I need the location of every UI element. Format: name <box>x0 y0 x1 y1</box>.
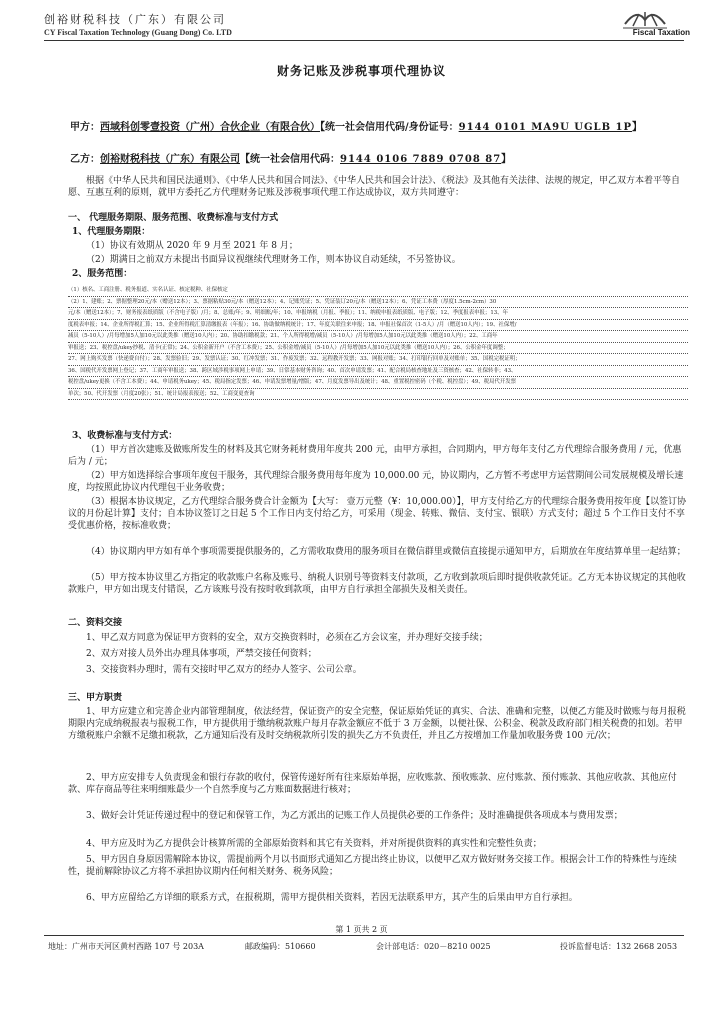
company-name-en: CY Fiscal Taxation Technology (Guang Dong) Co. LTD <box>44 28 232 37</box>
logo-caption: Fiscal Taxation <box>632 28 690 37</box>
service-period-item-1: （1）协议有效期从 2020 年 9 月至 2021 年 8 月； <box>86 241 298 251</box>
party-a <box>70 118 642 133</box>
scope-line: 度税表申报；14、企业所得税汇算；15、企业所得税汇算清缴报表（年报）；16、协助做纳税统计；17、年度关联往来申报；18、申报社保首次（1-5人）/月（赠送10人内）；19、社保增/ <box>68 320 688 332</box>
scope-line: 27、网上购买发票（快递费自付）；28、发票验旧；29、发票认证；30、红冲发票；31、作废发票；32、远程教开发票；33、网报对账；34、打印银行回单及对账单；35、国税完税证明； <box>68 354 688 366</box>
service-scope-heading: 2、服务范围： <box>72 269 133 279</box>
service-scope-list <box>68 285 688 400</box>
scope-line: 税控盘/ukey更换（不含工本费）；44、申请税务ukey；45、税局指定发票；46、申请发票增量/增版；47、月度发票导出及统计；48、重置税控密码（个税、税控盘）；49、税局代开发票 <box>68 377 688 389</box>
scope-line: （1）核名、工商注册、税务报道、实名认证、核定税种、社保核定 <box>68 285 688 297</box>
section-2-heading: 二、资料交接 <box>68 618 123 628</box>
party-b <box>70 150 511 165</box>
fee-item-3: （3）根据本协议规定，乙方代理综合服务费合计金额为【大写： 壹万元整（¥：10,000.00）】，甲方支付给乙方的代理综合服务费用按年度【以签订协议的月份起计算】支付；自本协议签订之日起 5 个工作日内支付给乙方，可采用（现金、转账、微信、支付宝、银联）方式支付；超过 5 个工作日支付不享受优惠价格，按标准收费； <box>68 497 687 531</box>
duty-item-1: 1、甲方应建立和完善企业内部管理制度，依法经营，保证资产的安全完整，保证原始凭证的真实、合法、准确和完整，以便乙方能及时做账与每月报税期限内完成纳税报表与报税工作，甲方提供用于缴纳税款账户每月存款金额应不低于 3 万金额，以便社保、公积金、税款及政府部门相关税费的扣划。若甲方缴税账户余额不足缴扣税款，乙方通知后没有及时交纳税款所引发的损失乙方不负责任，并且乙方按增加工作量加收服务费 100 元/次； <box>68 707 686 741</box>
service-period-heading: 1、代理服务期限： <box>72 227 151 237</box>
party-a-name: 西域科创零壹投资（广州）合伙企业（有限合伙） <box>100 122 320 133</box>
service-period-item-2: （2）期满日之前双方未提出书面异议视继续代理财务工作，则本协议自动延续，不另签协议。 <box>86 255 461 265</box>
page-number: 第 1 页共 2 页 <box>335 925 388 934</box>
party-b-label: 乙方： <box>70 154 100 165</box>
party-b-close: 】 <box>501 154 512 165</box>
party-b-name: 创裕财税科技（广东）有限公司 <box>100 154 240 165</box>
party-a-code: 9144 0101 MA9U UGLB 1P <box>458 122 632 133</box>
section-1-heading: 一、 代理服务期限、服务范围、收费标准与支付方式 <box>68 213 279 223</box>
intro-paragraph: 根据《中华人民共和国民法通则》、《中华人民共和国合同法》、《中华人民共和国会计法》、《税法》及其他有关法律、法规的规定，甲乙双方本着平等自愿、互惠互利的原则，就甲方委托乙方代理财务记账及涉税事项代理工作达成协议，双方共同遵守： <box>68 176 681 198</box>
footer-postcode: 邮政编码：510660 <box>245 942 316 951</box>
header-divider <box>44 40 684 41</box>
footer-phone: 会计部电话：020－8210 0025 <box>376 942 491 951</box>
footer-divider <box>44 935 684 936</box>
duty-item-4: 4、甲方应及时为乙方提供会计核算所需的全部原始资料和其它有关资料，并对所提供资料的真实性和完整性负责； <box>86 839 542 849</box>
scope-line: 元/本（赠送12本）；7、财务报表纸质版（不含电子版）/月；8、总账/年；9、明细账/年；10、申报纳税（月报、季报）；11、纳税申报表纸质版、电子版；12、季度报表申报；13、年 <box>68 308 688 320</box>
fee-item-4: （4）协议期内甲方如有单个事项需要提供服务的，乙方需收取费用的服务项目在微信群里或微信直接提示通知甲方，后期放在年度结算单里一起结算； <box>86 547 686 557</box>
handover-item-1: 1、甲乙双方同意为保证甲方资料的安全，双方交换资料时，必须在乙方会议室，并办理好交接手续； <box>86 633 488 643</box>
handover-item-2: 2、双方对接人员外出办理具体事项，严禁交接任何资料； <box>86 649 317 659</box>
fee-item-2: （2）甲方如选择综合事项年度包干服务，其代理综合服务费用每年度为 10,000.00 元，协议期内，乙方暂不考虑甲方运营期间公司发展规模及增长速度，均按照此协议内代理包干业务收费； <box>68 471 684 493</box>
section-3-heading: 三、甲方职责 <box>68 693 123 703</box>
duty-item-2: 2、甲方应安排专人负责现金和银行存款的收付，保管传递好所有往来原始单据，应收账款、预收账款、应付账款、预付账款、其他应收款、其他应付款、库存商品等往来明细账最少一个自然季度与乙方账面数据进行核对； <box>68 773 677 795</box>
handover-item-3: 3、交接资料办理时，需有交接时甲乙双方的经办人签字、公司公章。 <box>86 665 362 675</box>
fee-item-5: （5）甲方按本协议里乙方指定的收款账户名称及账号、纳税人识别号等资料支付款项，乙方收到款项后即时提供收款凭证。乙方无本协议规定的其他收款账户，甲方如出现支付错误，乙方该账号没有按时收到款项，由甲方自行承担全部损失及相关责任。 <box>68 573 686 595</box>
duty-item-6: 6、甲方应留给乙方详细的联系方式，在报税期，需甲方提供相关资料，若因无法联系甲方，其产生的后果由甲方自行承担。 <box>86 893 578 903</box>
scope-line: 单次；50、代开发票（月度20张）；51、统计局报表报送；52、工商变更查询 <box>68 389 688 401</box>
party-a-label: 甲方： <box>70 122 100 133</box>
fee-item-1: （1）甲方首次建账及做账所发生的材料及其它财务耗材费用年度共 200 元，由甲方承担，合同期内，甲方每年支付乙方代理综合服务费用 / 元，优惠后为 / 元； <box>68 445 682 467</box>
duty-item-5: 5、甲方因自身原因需解除本协议，需提前两个月以书面形式通知乙方提出终止协议，以便甲乙双方做好财务交接工作。根据会计工作的特殊性与连续性，提前解除协议乙方将不承担协议期内任何相关财务、税务风险； <box>68 855 677 877</box>
scope-line: 审报送；23、税控盘/ukey抄税、清卡(正常)；24、公积金新开户（不含工本费）；25、公积金增/减员（5-10人）/月每增加5人加10元以此类推（赠送10人内）；26、公积金年度调整； <box>68 343 688 355</box>
party-b-code: 9144 0106 7889 0708 87 <box>340 154 502 165</box>
scope-line: 36、国税代开发票网上登记；37、工商年审报送；38、跨区域涉税事项网上申请；39、日常基本财务咨询；40、首次申请发票；41、配合税局核查地址及三资核查；42、社保转非；43、 <box>68 366 688 378</box>
party-a-code-label: 【统一社会信用代码/身份证号： <box>320 122 459 133</box>
footer-complaint: 投诉监督电话：132 2668 2053 <box>560 942 678 951</box>
scope-line: （2）1、建账；2、票据整理20元/本（赠送12本）；3、票据粘贴30元/本（赠送12本）；4、记账凭证；5、凭证装订20元/本（赠送12本）；6、凭证工本费（厚度1.5cm-2cm）30 <box>68 297 688 309</box>
party-b-code-label: 【统一社会信用代码： <box>240 154 340 165</box>
document-title: 财务记账及涉税事项代理协议 <box>276 64 446 78</box>
scope-line: 减员（5-10人）/月每增加5人加10元以此类推（赠送10人内）；20、协助扣缴税款；21、个人所得税增/减员（5-10人）/月每增加5人加10元以此类推（赠送10人内）；22、工商年 <box>68 331 688 343</box>
footer-address: 地址：广州市天河区黄村西路 107 号 203A <box>48 942 204 951</box>
fee-heading: 3、收费标准与支付方式： <box>72 431 178 441</box>
duty-item-3: 3、做好会计凭证传递过程中的登记和保管工作，为乙方派出的记账工作人员提供必要的工作条件；及时准确提供各项成本与费用发票； <box>86 811 623 821</box>
company-name-cn: 创裕财税科技（广东）有限公司 <box>44 13 226 26</box>
party-a-close: 】 <box>631 122 642 133</box>
